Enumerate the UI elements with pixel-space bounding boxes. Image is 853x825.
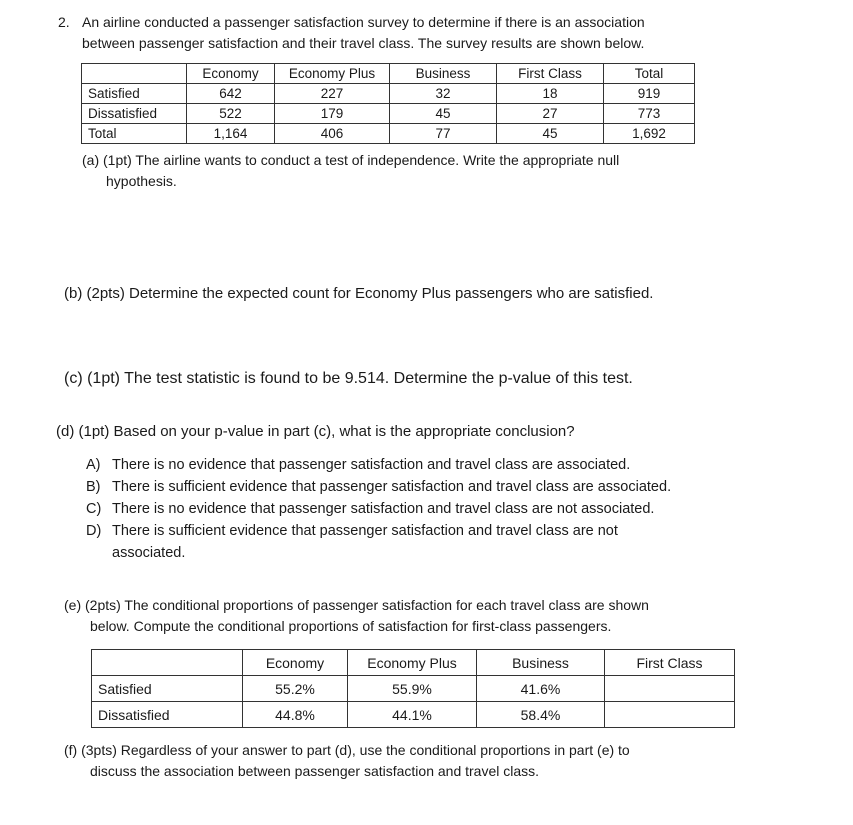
option-d-label: D)	[86, 523, 102, 539]
table-cell: Dissatisfied	[82, 104, 187, 124]
answer-cell-first-class-dissatisfied[interactable]	[605, 702, 735, 728]
table-header-cell: Economy	[243, 650, 348, 676]
table-header-cell	[82, 64, 187, 84]
option-a-label: A)	[86, 457, 101, 473]
answer-cell-first-class-satisfied[interactable]	[605, 676, 735, 702]
table-header-cell: First Class	[605, 650, 735, 676]
table-row	[92, 702, 735, 728]
table-row	[82, 84, 695, 104]
part-e-line1: (e) (2pts) The conditional proportions of passenger satisfaction for each travel class are shown	[64, 597, 649, 613]
part-a-line2: hypothesis.	[106, 173, 177, 189]
table-cell: 773	[604, 104, 695, 124]
table-row	[82, 124, 695, 144]
option-c-text: There is no evidence that passenger satisfaction and travel class are not associated.	[112, 501, 655, 517]
part-e-line2: below. Compute the conditional proportions of satisfaction for first-class passengers.	[90, 618, 612, 634]
table-cell: 406	[275, 124, 390, 144]
table-cell: 44.8%	[243, 702, 348, 728]
table-cell: 41.6%	[477, 676, 605, 702]
option-c-label: C)	[86, 501, 102, 517]
question-intro-line1: An airline conducted a passenger satisfaction survey to determine if there is an association	[82, 14, 645, 30]
table-header-row	[82, 64, 695, 84]
part-a-line1: (a) (1pt) The airline wants to conduct a test of independence. Write the appropriate null	[82, 152, 620, 168]
table-cell: Satisfied	[92, 676, 243, 702]
question-intro-line2: between passenger satisfaction and their travel class. The survey results are shown below.	[82, 35, 645, 51]
option-d-text-continued: associated.	[112, 545, 186, 561]
table-header-cell: Business	[390, 64, 497, 84]
part-c: (c) (1pt) The test statistic is found to be 9.514. Determine the p-value of this test.	[64, 370, 633, 387]
table-header-row	[92, 650, 735, 676]
table-cell: 45	[497, 124, 604, 144]
table-cell: 44.1%	[348, 702, 477, 728]
table-cell: Dissatisfied	[92, 702, 243, 728]
table-cell: 227	[275, 84, 390, 104]
question-number: 2.	[58, 14, 70, 30]
table-cell: 55.9%	[348, 676, 477, 702]
table-cell: 58.4%	[477, 702, 605, 728]
option-b-text: There is sufficient evidence that passenger satisfaction and travel class are associated.	[112, 479, 672, 495]
table-cell: 642	[187, 84, 275, 104]
table-row	[82, 104, 695, 124]
part-f-line2: discuss the association between passenger satisfaction and travel class.	[90, 763, 540, 779]
table-header-cell: Economy Plus	[348, 650, 477, 676]
table-cell: 77	[390, 124, 497, 144]
table-cell: 522	[187, 104, 275, 124]
table-header-cell: Business	[477, 650, 605, 676]
table-cell: Satisfied	[82, 84, 187, 104]
table-header-cell: Economy	[187, 64, 275, 84]
table-row	[92, 676, 735, 702]
table-header-cell: Economy Plus	[275, 64, 390, 84]
table-cell: 919	[604, 84, 695, 104]
table-cell: 55.2%	[243, 676, 348, 702]
option-d-text: There is sufficient evidence that passenger satisfaction and travel class are not	[112, 523, 618, 539]
part-d: (d) (1pt) Based on your p-value in part (c), what is the appropriate conclusion?	[56, 423, 575, 440]
table-cell: Total	[82, 124, 187, 144]
part-f-line1: (f) (3pts) Regardless of your answer to part (d), use the conditional proportions in part (e) to	[64, 742, 630, 758]
option-b-label: B)	[86, 479, 101, 495]
table-cell: 1,692	[604, 124, 695, 144]
table-cell: 27	[497, 104, 604, 124]
table-cell: 179	[275, 104, 390, 124]
option-a-text: There is no evidence that passenger satisfaction and travel class are associated.	[112, 457, 631, 473]
table-cell: 1,164	[187, 124, 275, 144]
table-cell: 45	[390, 104, 497, 124]
survey-results-table	[81, 63, 695, 144]
table-cell: 32	[390, 84, 497, 104]
table-cell: 18	[497, 84, 604, 104]
conditional-proportions-table	[91, 649, 735, 728]
part-b: (b) (2pts) Determine the expected count for Economy Plus passengers who are satisfied.	[64, 285, 654, 302]
table-header-cell	[92, 650, 243, 676]
table-header-cell: Total	[604, 64, 695, 84]
table-header-cell: First Class	[497, 64, 604, 84]
